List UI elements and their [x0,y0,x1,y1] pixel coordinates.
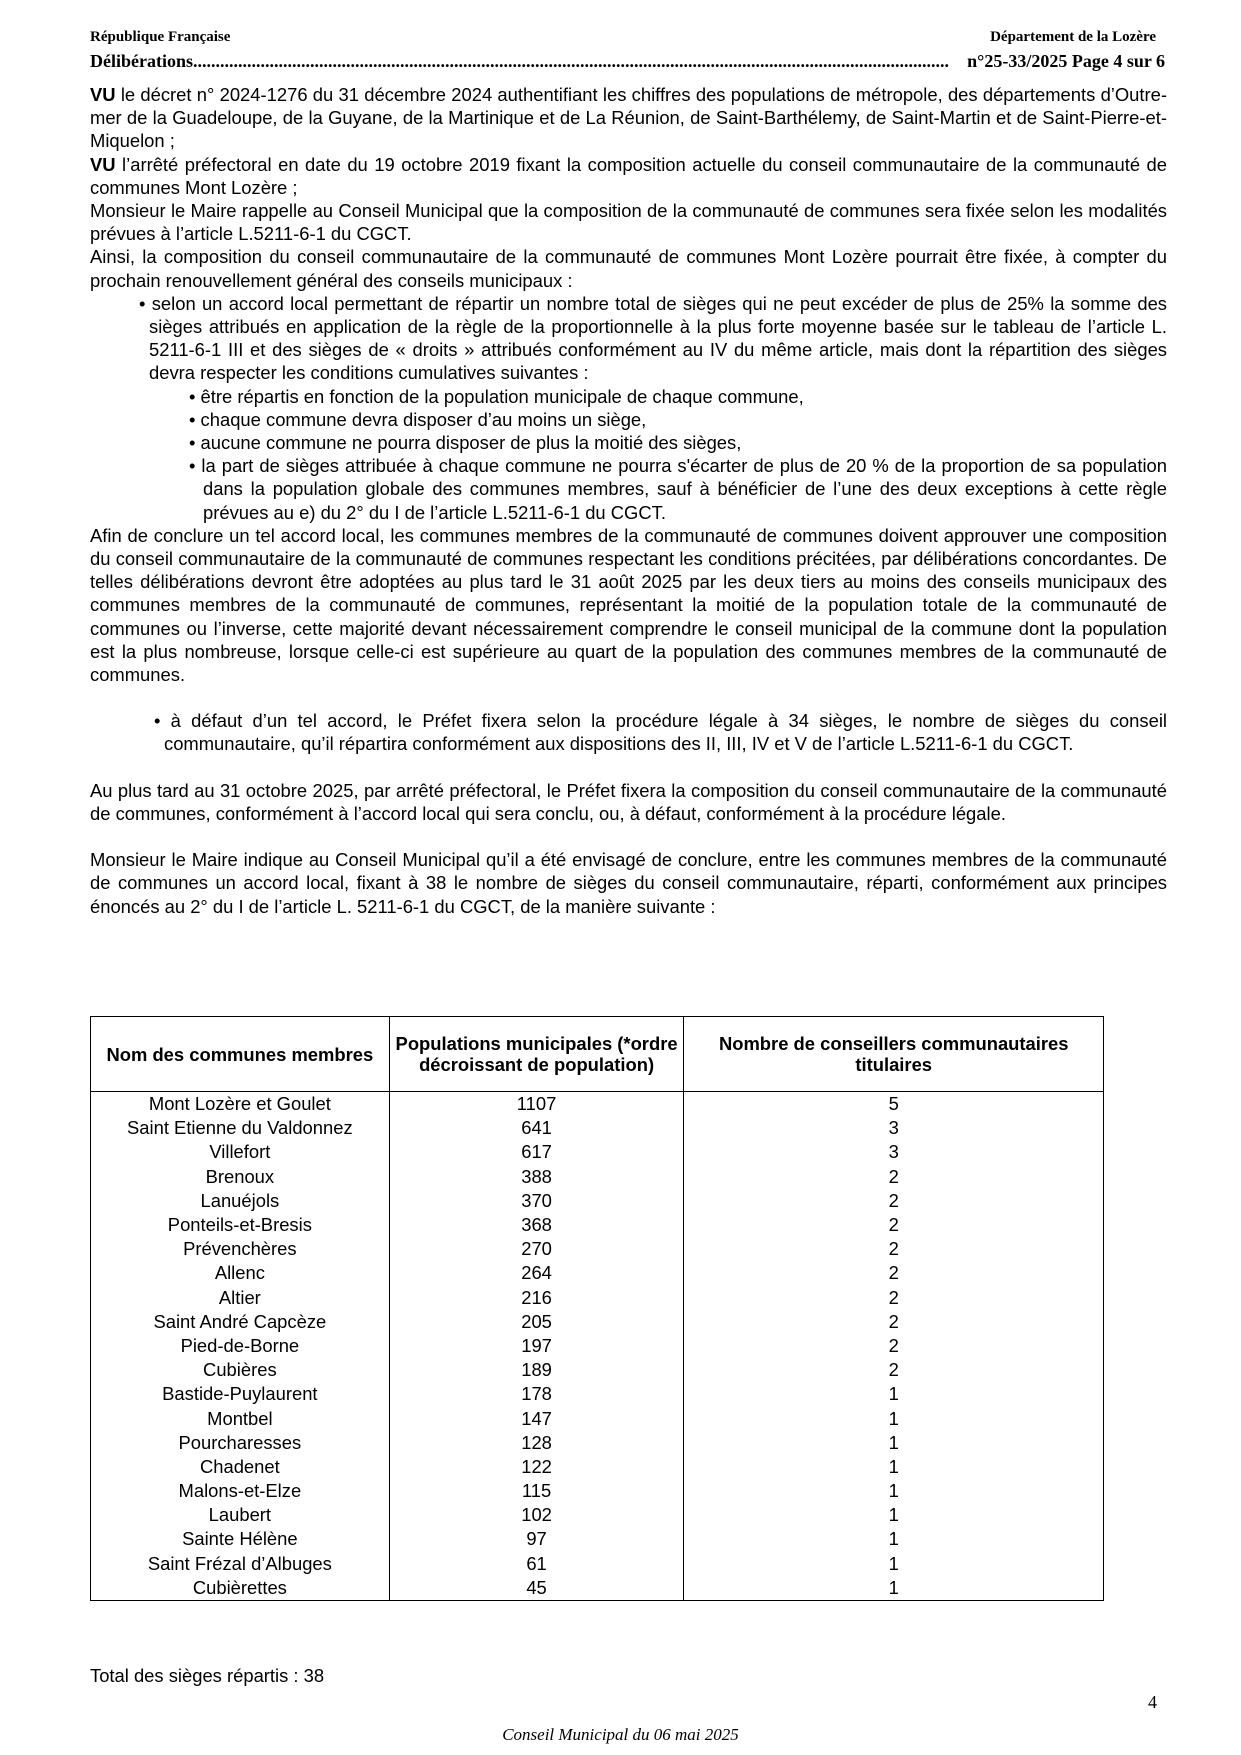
cell-commune: Saint André Capcèze [91,1310,390,1334]
header-deliberations-line [90,51,1165,72]
cell-conseillers: 1 [684,1406,1104,1430]
paragraph-au-plus-tard: Au plus tard au 31 octobre 2025, par arrêté préfectoral, le Préfet fixera la composition du conseil communautaire de la communauté de communes, conformément à l’accord local qui sera conclu, ou, à défaut, conformément à la procédure légale. [90,779,1167,824]
cell-population: 128 [389,1431,684,1455]
cell-population: 178 [389,1382,684,1406]
cell-population: 61 [389,1552,684,1576]
header-dots: ........................................................................................................................................................................ [193,51,949,71]
table-row [91,1334,1104,1358]
vu-label: VU [90,153,116,175]
cell-commune: Brenoux [91,1165,390,1189]
cell-commune: Pourcharesses [91,1431,390,1455]
paragraph-rappel: Monsieur le Maire rappelle au Conseil Municipal que la composition de la communauté de communes sera fixée selon les modalités prévues à l’article L.5211-6-1 du CGCT. [90,200,1167,245]
cell-conseillers: 1 [684,1576,1104,1601]
cell-conseillers: 2 [684,1310,1104,1334]
header-deliberations-label: Délibérations [90,51,193,71]
cell-commune: Bastide-Puylaurent [91,1382,390,1406]
cell-population: 147 [389,1406,684,1430]
cell-population: 270 [389,1237,684,1261]
cell-commune: Altier [91,1286,390,1310]
table-row [91,1479,1104,1503]
paragraph-ainsi: Ainsi, la composition du conseil communautaire de la communauté de communes Mont Lozère pourrait être fixée, à compter du prochain renouvellement général des conseils municipaux : [90,246,1167,291]
table-row [91,1140,1104,1164]
table-row [91,1261,1104,1285]
table-row [91,1358,1104,1382]
cell-conseillers: 1 [684,1382,1104,1406]
cell-population: 388 [389,1165,684,1189]
table-row [91,1552,1104,1576]
cell-population: 216 [389,1286,684,1310]
table-row [91,1116,1104,1140]
cell-commune: Laubert [91,1503,390,1527]
table-body [91,1092,1104,1601]
cell-commune: Allenc [91,1261,390,1285]
sub-bullet-repartition: • être répartis en fonction de la population municipale de chaque commune, [189,385,804,407]
cell-commune: Chadenet [91,1455,390,1479]
table-row [91,1310,1104,1334]
table-row [91,1286,1104,1310]
cell-conseillers: 1 [684,1527,1104,1551]
table-row [91,1382,1104,1406]
vu-label: VU [90,84,116,105]
cell-population: 368 [389,1213,684,1237]
cell-population: 45 [389,1576,684,1601]
vu-decret-text: le décret n° 2024-1276 du 31 décembre 2024 authentifiant les chiffres des populations de métropole, des départements d’Outre-mer de la Guadeloupe, de la Guyane, de la Martinique et de La Réunion, de Saint-Barthélemy, de Saint-Martin et de Saint-Pierre-et-Miquelon ; [90,84,1167,152]
cell-population: 1107 [389,1092,684,1117]
cell-conseillers: 1 [684,1455,1104,1479]
cell-commune: Saint Etienne du Valdonnez [91,1116,390,1140]
sub-bullet-un-siege: • chaque commune devra disposer d’au moins un siège, [189,408,647,430]
table-row [91,1503,1104,1527]
table-row [91,1092,1104,1117]
cell-population: 617 [389,1140,684,1164]
cell-population: 264 [389,1261,684,1285]
cell-commune: Malons-et-Elze [91,1479,390,1503]
column-header-conseillers: Nombre de conseillers communautaires titulaires [684,1017,1104,1092]
table-header-row [91,1017,1104,1092]
sub-bullet-part-sieges: • la part de sièges attribuée à chaque commune ne pourra s'écarter de plus de 20 % de la proportion de sa population dans la population globale des communes membres, sauf à bénéficier de l’une des deux exceptions à cette règle prévues au e) du 2° du I de l’article L.5211-6-1 du CGCT. [189,455,1167,523]
table-row [91,1455,1104,1479]
total-sieges: Total des sièges répartis : 38 [90,1665,325,1686]
cell-conseillers: 2 [684,1237,1104,1261]
cell-commune: Cubièrettes [91,1576,390,1601]
cell-commune: Lanuéjols [91,1189,390,1213]
footer-conseil-municipal: Conseil Municipal du 06 mai 2025 [502,1725,739,1744]
table-row [91,1189,1104,1213]
table-row [91,1213,1104,1237]
table-row [91,1431,1104,1455]
cell-conseillers: 1 [684,1431,1104,1455]
cell-commune: Montbel [91,1406,390,1430]
cell-conseillers: 2 [684,1334,1104,1358]
cell-commune: Mont Lozère et Goulet [91,1092,390,1117]
paragraph-afin-de-conclure: Afin de conclure un tel accord local, les communes membres de la communauté de communes doivent approuver une composition du conseil communautaire de la communauté de communes respectant les conditions précitées, par délibérations concordantes. De telles délibérations devront être adoptées au plus tard le 31 août 2025 par les deux tiers au moins des conseils municipaux des communes membres de la communauté de communes, représentant la moitié de la population totale de la communauté de communes ou l’inverse, cette majorité devant nécessairement comprendre le conseil municipal de la commune dont la population est la plus nombreuse, lorsque celle-ci est supérieure au quart de la population des communes membres de la communauté de communes. [90,524,1167,686]
cell-conseillers: 3 [684,1140,1104,1164]
cell-conseillers: 2 [684,1286,1104,1310]
table-row [91,1237,1104,1261]
bullet-accord-local: • selon un accord local permettant de répartir un nombre total de sièges qui ne peut excéder de plus de 25% la somme des sièges attribués en application de la règle de la proportionnelle à la plus forte moyenne basée sur le tableau de l’article L. 5211-6-1 III et des sièges de « droits » attribués conformément au IV du même article, mais dont la répartition des sièges devra respecter les conditions cumulatives suivantes : [139,292,1167,384]
cell-conseillers: 2 [684,1358,1104,1382]
sub-bullet-moitie: • aucune commune ne pourra disposer de plus la moitié des sièges, [189,432,742,454]
cell-conseillers: 3 [684,1116,1104,1140]
vu-arrete-text: l’arrêté préfectoral en date du 19 octobre 2019 fixant la composition actuelle du conseil communautaire de la communauté de communes Mont Lozère ; [90,153,1167,198]
cell-conseillers: 1 [684,1552,1104,1576]
bullet-a-defaut: • à défaut d’un tel accord, le Préfet fixera selon la procédure légale à 34 sièges, le nombre de sièges du conseil communautaire, qu’il répartira conformément aux dispositions des II, III, IV et V de l’article L.5211-6-1 du CGCT. [154,710,1167,755]
cell-conseillers: 5 [684,1092,1104,1117]
cell-population: 641 [389,1116,684,1140]
page-number: 4 [1148,1692,1157,1712]
paragraph-monsieur-le-maire: Monsieur le Maire indique au Conseil Municipal qu’il a été envisagé de conclure, entre les communes membres de la communauté de communes un accord local, fixant à 38 le nombre de sièges du conseil communautaire, réparti, conformément aux principes énoncés au 2° du I de l’article L. 5211-6-1 du CGCT, de la manière suivante : [90,849,1167,917]
cell-population: 102 [389,1503,684,1527]
cell-commune: Ponteils-et-Bresis [91,1213,390,1237]
cell-conseillers: 2 [684,1261,1104,1285]
column-header-population: Populations municipales (*ordre décroissant de population) [389,1017,684,1092]
cell-conseillers: 2 [684,1189,1104,1213]
cell-conseillers: 2 [684,1213,1104,1237]
cell-conseillers: 1 [684,1503,1104,1527]
cell-commune: Cubières [91,1358,390,1382]
column-header-communes: Nom des communes membres [91,1017,390,1092]
cell-commune: Villefort [91,1140,390,1164]
cell-conseillers: 2 [684,1165,1104,1189]
cell-population: 115 [389,1479,684,1503]
cell-population: 197 [389,1334,684,1358]
document-body [90,83,1167,918]
cell-population: 97 [389,1527,684,1551]
header-departement: Département de la Lozère [990,29,1156,45]
table-row [91,1576,1104,1601]
table-row [91,1406,1104,1430]
cell-commune: Prévenchères [91,1237,390,1261]
cell-commune: Saint Frézal d’Albuges [91,1552,390,1576]
paragraph-vu-arrete [90,153,1167,199]
header-deliberation-number: n°25-33/2025 Page 4 sur 6 [967,51,1165,71]
paragraph-vu-decret [90,83,1167,153]
cell-population: 122 [389,1455,684,1479]
table-row [91,1165,1104,1189]
cell-population: 370 [389,1189,684,1213]
cell-commune: Pied-de-Borne [91,1334,390,1358]
seats-table [90,1016,1104,1601]
cell-population: 189 [389,1358,684,1382]
table-row [91,1527,1104,1551]
cell-commune: Sainte Hélène [91,1527,390,1551]
cell-conseillers: 1 [684,1479,1104,1503]
cell-population: 205 [389,1310,684,1334]
header-republique: République Française [90,29,231,45]
